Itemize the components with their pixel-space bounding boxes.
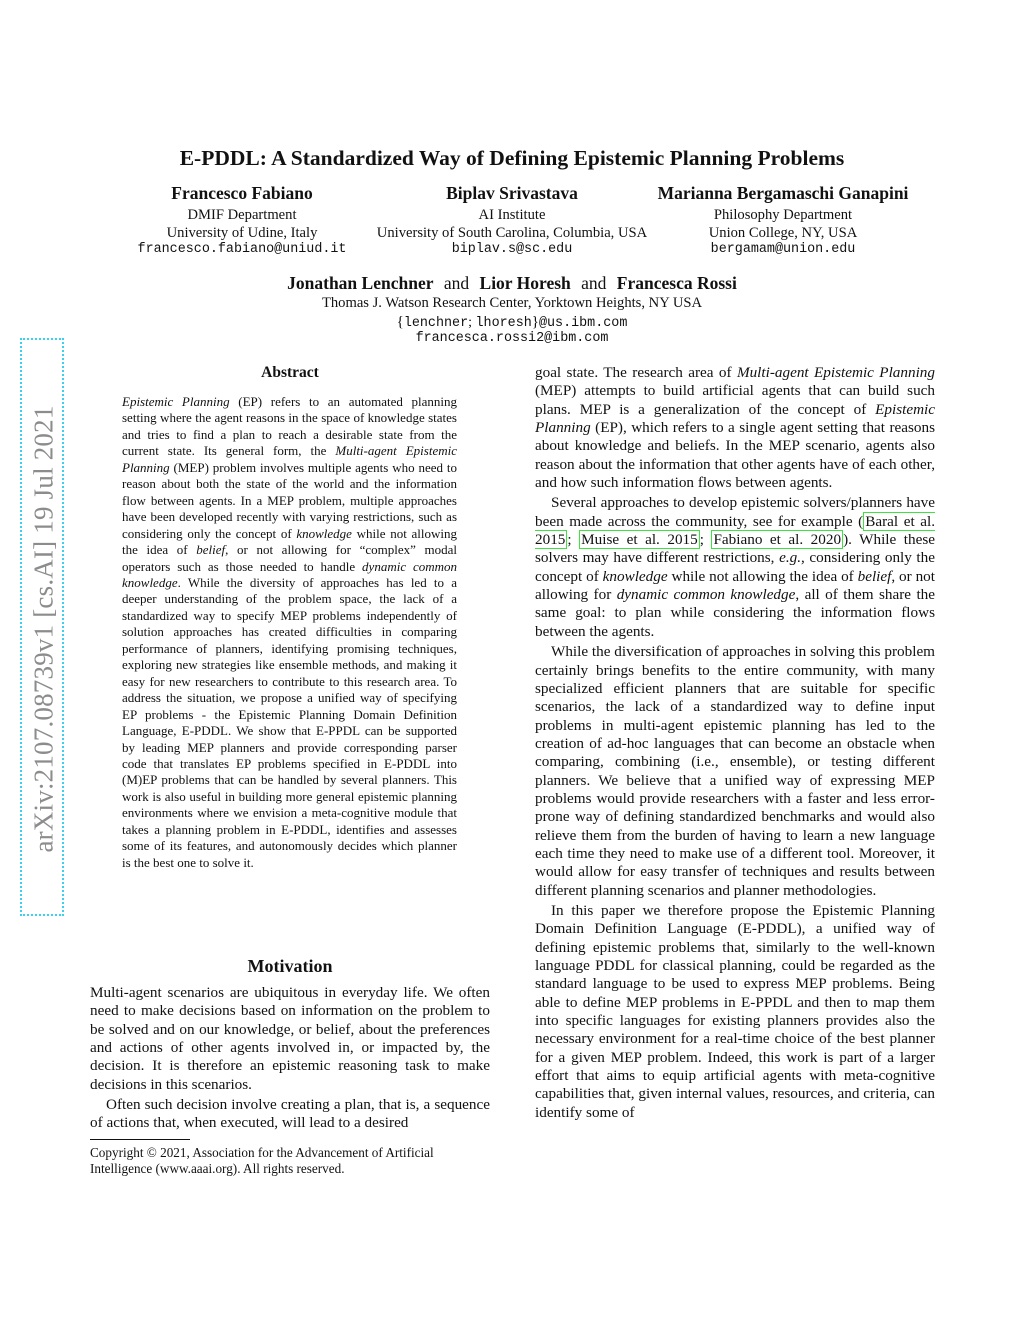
paragraph: goal state. The research area of Multi-agent Epistemic Planning (MEP) attempts to build artificial agents that can build such plans. MEP is a generalization of the concept of Epistemic Planning (EP), which refers to a single agent setting that reasons about knowledge and beliefs. In the MEP scenario, agents also reason about the information that other agents have of each other, and how such information flows between agents.	[535, 364, 935, 492]
author-block-ganapini	[632, 183, 934, 257]
paragraph: Several approaches to develop epistemic solvers/planners have been made across the community, see for example ( Baral et al. 2015 ; Muise et al. 2015 ; Fabiano et al. 2020 ). While these solvers may have different restrictions, e.g., considering only the concept of knowledge while not allowing the idea of belief, or not allowing for dynamic common knowledge, all of them share the same goal: to plan while considering the information flows between the agents.	[535, 494, 936, 640]
citation-link[interactable]: Fabiano et al. 2020	[713, 531, 842, 549]
author-department: Philosophy Department	[713, 207, 853, 223]
author-institution: Union College, NY, USA	[708, 225, 858, 241]
author-name: Francesco Fabiano	[171, 183, 313, 203]
copyright-footnote: Copyright © 2021, Association for the Advancement of Artificial Intelligence (www.aaai.org). All rights reserved.	[90, 1145, 434, 1176]
citation-link[interactable]: Muise et al. 2015	[581, 531, 698, 549]
arxiv-identifier: arXiv:2107.08739v1 [cs.AI] 19 Jul 2021	[28, 405, 59, 853]
author-block-ibm	[60, 273, 964, 346]
author-affiliation: Thomas J. Watson Research Center, Yorktown Heights, NY USA	[321, 295, 703, 311]
left-column-body	[90, 984, 490, 1133]
paper-title: E-PDDL: A Standardized Way of Defining Epistemic Planning Problems	[179, 146, 845, 170]
author-name: Lior Horesh	[479, 273, 571, 293]
author-name: Biplav Srivastava	[446, 183, 578, 203]
author-email-group: {lenchner; lhoresh}@us.ibm.com	[396, 314, 628, 331]
author-name: Marianna Bergamaschi Ganapini	[657, 183, 909, 203]
author-block-srivastava	[352, 183, 672, 257]
arxiv-stamp	[20, 338, 64, 916]
author-name: Francesca Rossi	[616, 273, 737, 293]
author-institution: University of Udine, Italy	[166, 225, 318, 241]
section-heading-motivation: Motivation	[247, 956, 333, 976]
author-department: DMIF Department	[187, 207, 297, 223]
author-email: biplav.s@sc.edu	[451, 242, 573, 257]
paragraph: Often such decision involve creating a plan, that is, a sequence of actions that, when executed, will lead to a desired	[90, 1096, 490, 1132]
author-conjunction: and	[581, 273, 607, 293]
author-department: AI Institute	[478, 207, 546, 223]
author-email: francesca.rossi2@ibm.com	[415, 331, 609, 346]
author-institution: University of South Carolina, Columbia, USA	[376, 225, 648, 241]
citation-link[interactable]: Baral et al. 2015	[535, 512, 936, 549]
author-email: bergamam@union.edu	[710, 242, 856, 257]
author-block-fabiano	[122, 183, 362, 257]
right-column-body	[535, 364, 935, 1122]
abstract-body: Epistemic Planning (EP) refers to an automated planning setting where the agent reasons in the space of knowledge states and tries to find a plan to reach a desirable state from the current state. Its general form, the Multi-agent Epistemic Planning (MEP) problem involves multiple agents who need to reason about both the state of the world and the information flow between agents. In a MEP problem, multiple approaches have been developed recently with varying restrictions, such as considering only the concept of knowledge while not allowing the idea of belief, or not allowing for “complex” modal operators such as those needed to handle dynamic common knowledge. While the diversity of approaches has led to a deeper understanding of the problem space, the lack of a standardized way to specify MEP problems independently of solution approaches has created difficulties in comparing performance of planners, identifying promising techniques, exploring new strategies like ensemble methods, and making it easy for new researchers to contribute to this research area. To address the situation, we propose a unified way of specifying EP problems - the Epistemic Planning Domain Definition Language, E-PDDL. We show that E-PPDL can be supported by leading MEP planners and provide corresponding parser code that translates EP problems specified in E-PDDL into (M)EP problems that can be handled by several planners. This work is also useful in building more general epistemic planning environments where we envision a meta-cognitive module that takes a planning problem in E-PDDL, identifies and assesses some of its features, and autonomously decides which planner is the best one to solve it.	[122, 394, 457, 870]
paragraph: Multi-agent scenarios are ubiquitous in everyday life. We often need to make decisions based on information on the problem to be solved and on our knowledge, or belief, about the preferences and actions of other agents involved in, or impacted by, the decision. It is therefore an epistemic reasoning task to make decisions in this scenarios.	[90, 984, 490, 1093]
footnote-rule	[90, 1139, 190, 1140]
abstract-heading: Abstract	[261, 364, 319, 381]
paragraph: While the diversification of approaches in solving this problem certainly brings benefits to the entire community, with many specialized efficient planners that are suitable for specific scenarios, the lack of a standardized way to define input problems in multi-agent epistemic planning has led to the creation of ad-hoc languages that can become an obstacle when comparing, combining (i.e., ensemble), or testing different planners. We believe that a unified way of expressing MEP problems would provide researchers with a faster and less error-prone way of defining standardized benchmarks and would also relieve them from the burden of having to learn a new language each time they need to make use of a different tool. Moreover, it would allow for easy transfer of techniques and results between different planning scenarios and planner methodologies.	[535, 643, 935, 899]
author-conjunction: and	[443, 273, 470, 293]
author-email: francesco.fabiano@uniud.it	[137, 242, 347, 257]
paragraph: In this paper we therefore propose the Epistemic Planning Domain Definition Language (E-PDDL), a unified way of defining epistemic problems that, similarly to the well-known language PDDL for classical planning, could be regarded as the standard language to be used to express MEP problems. Being able to define MEP problems in E-PPDL and then to map them into specific languages for existing planners provides also the necessary environment for a real-time choice of the best planner for a given MEP problem. Indeed, this work is part of a larger effort that aims to equip artificial agents with meta-cognitive capabilities that, given internal values, resources, and criteria, can identify some of	[535, 901, 935, 1121]
author-name: Jonathan Lenchner	[287, 273, 434, 293]
